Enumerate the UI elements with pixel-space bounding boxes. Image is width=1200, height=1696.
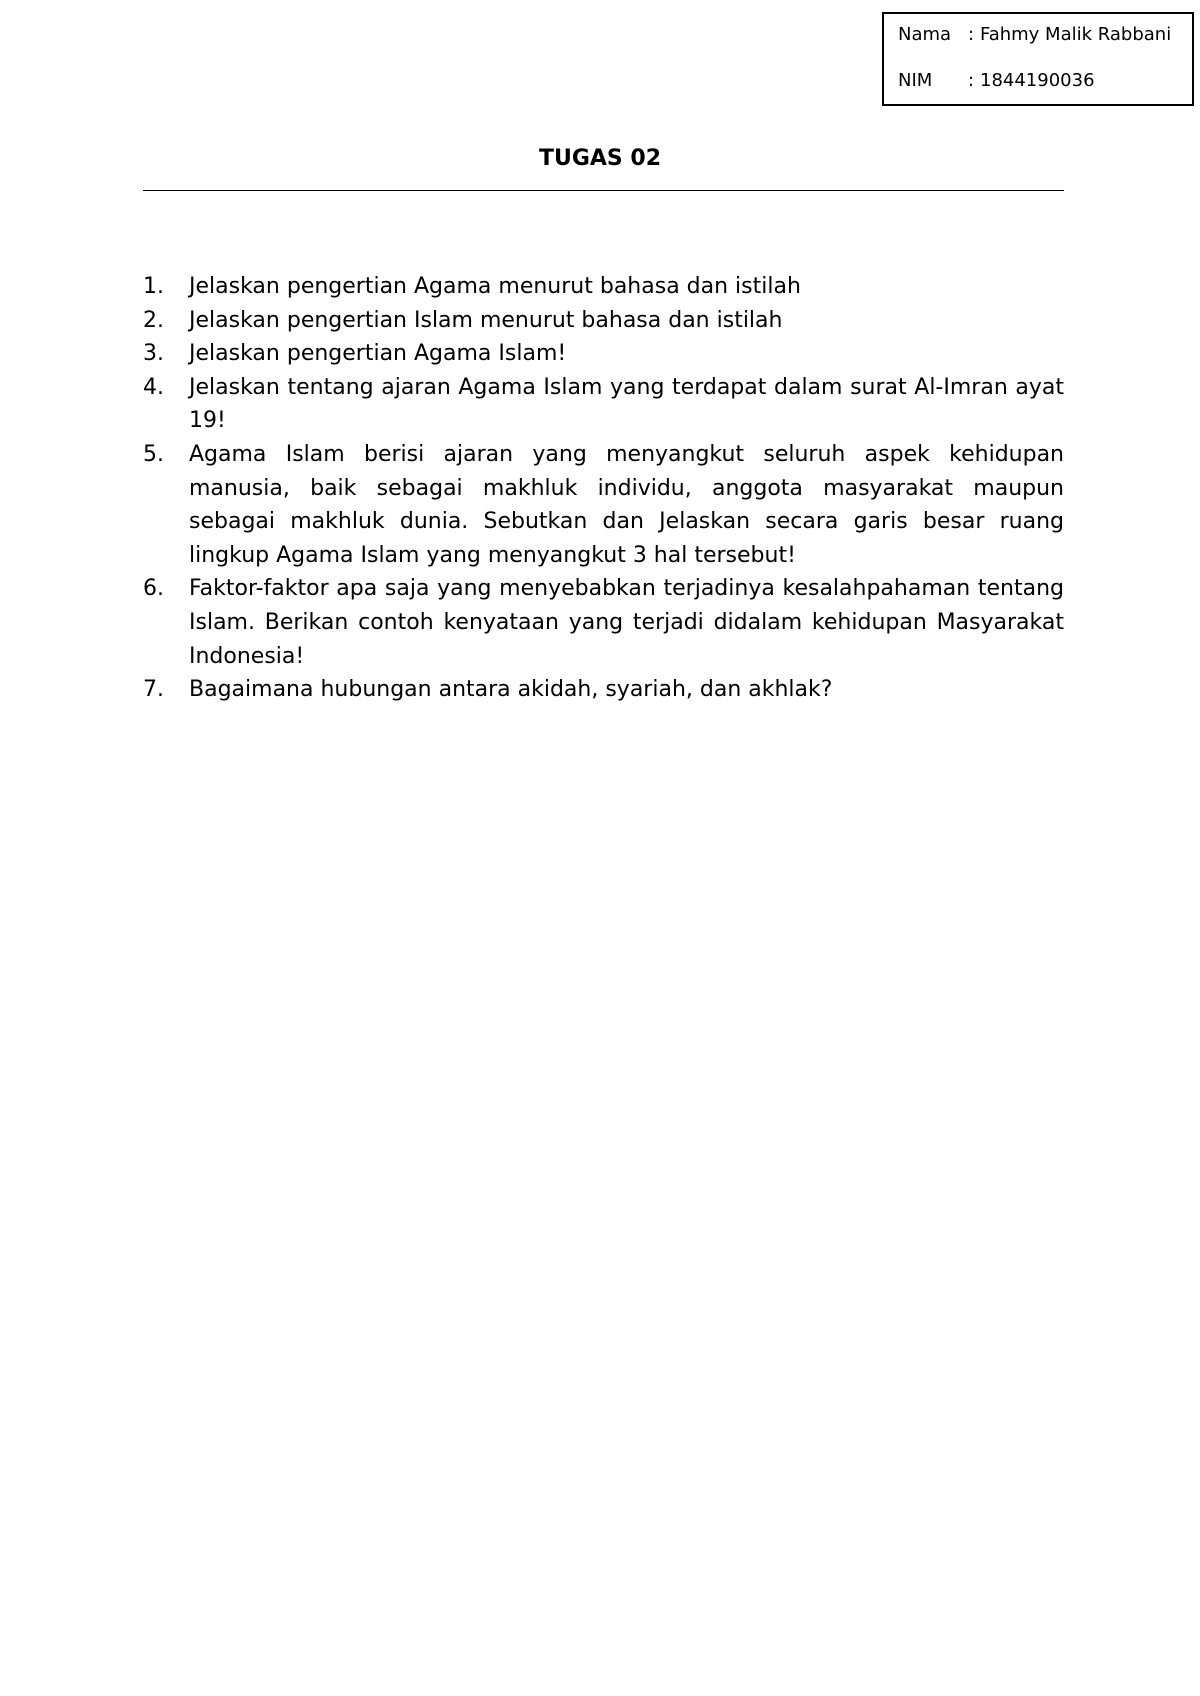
question-text: Jelaskan pengertian Agama menurut bahasa dan istilah xyxy=(189,274,801,299)
nim-separator: : xyxy=(968,70,975,91)
nim-row xyxy=(898,70,1095,91)
question-item xyxy=(143,572,1064,673)
question-number: 2. xyxy=(143,307,164,333)
question-number: 4. xyxy=(143,374,164,400)
question-text: Agama Islam berisi ajaran yang menyangkut seluruh aspek kehidupan manusia, baik sebagai makhluk individu, anggota masyarakat maupun sebagai makhluk dunia. Sebutkan dan Jelaskan secara garis besar ruang lingkup Agama Islam yang menyangkut 3 hal tersebut! xyxy=(189,441,1064,568)
question-item xyxy=(143,673,1064,707)
name-row xyxy=(898,24,1171,45)
question-number: 1. xyxy=(143,274,164,299)
question-number: 7. xyxy=(143,677,164,703)
title-divider xyxy=(143,190,1064,191)
question-text: Bagaimana hubungan antara akidah, syariah, dan akhlak? xyxy=(189,677,833,703)
question-item xyxy=(143,438,1064,572)
name-separator: : xyxy=(968,24,975,45)
nim-value: 1844190036 xyxy=(980,70,1095,91)
question-number: 6. xyxy=(143,576,164,602)
page-title: TUGAS 02 xyxy=(538,146,662,171)
name-label: Nama xyxy=(898,24,952,45)
question-text: Jelaskan pengertian Islam menurut bahasa dan istilah xyxy=(189,307,783,333)
question-item xyxy=(143,304,1064,338)
question-item xyxy=(143,270,1064,304)
question-list xyxy=(143,270,1064,707)
question-text: Faktor-faktor apa saja yang menyebabkan terjadinya kesalahpahaman tentang Islam. Berikan contoh kenyataan yang terjadi didalam kehidupan Masyarakat Indonesia! xyxy=(189,576,1064,669)
name-value: Fahmy Malik Rabbani xyxy=(980,24,1172,45)
nim-label: NIM xyxy=(898,70,933,91)
question-item xyxy=(143,337,1064,371)
student-identity-box xyxy=(882,12,1194,106)
question-number: 3. xyxy=(143,341,164,367)
question-text: Jelaskan pengertian Agama Islam! xyxy=(189,341,567,367)
question-item xyxy=(143,371,1064,438)
question-text: Jelaskan tentang ajaran Agama Islam yang terdapat dalam surat Al-Imran ayat 19! xyxy=(189,374,1064,434)
question-number: 5. xyxy=(143,441,164,467)
